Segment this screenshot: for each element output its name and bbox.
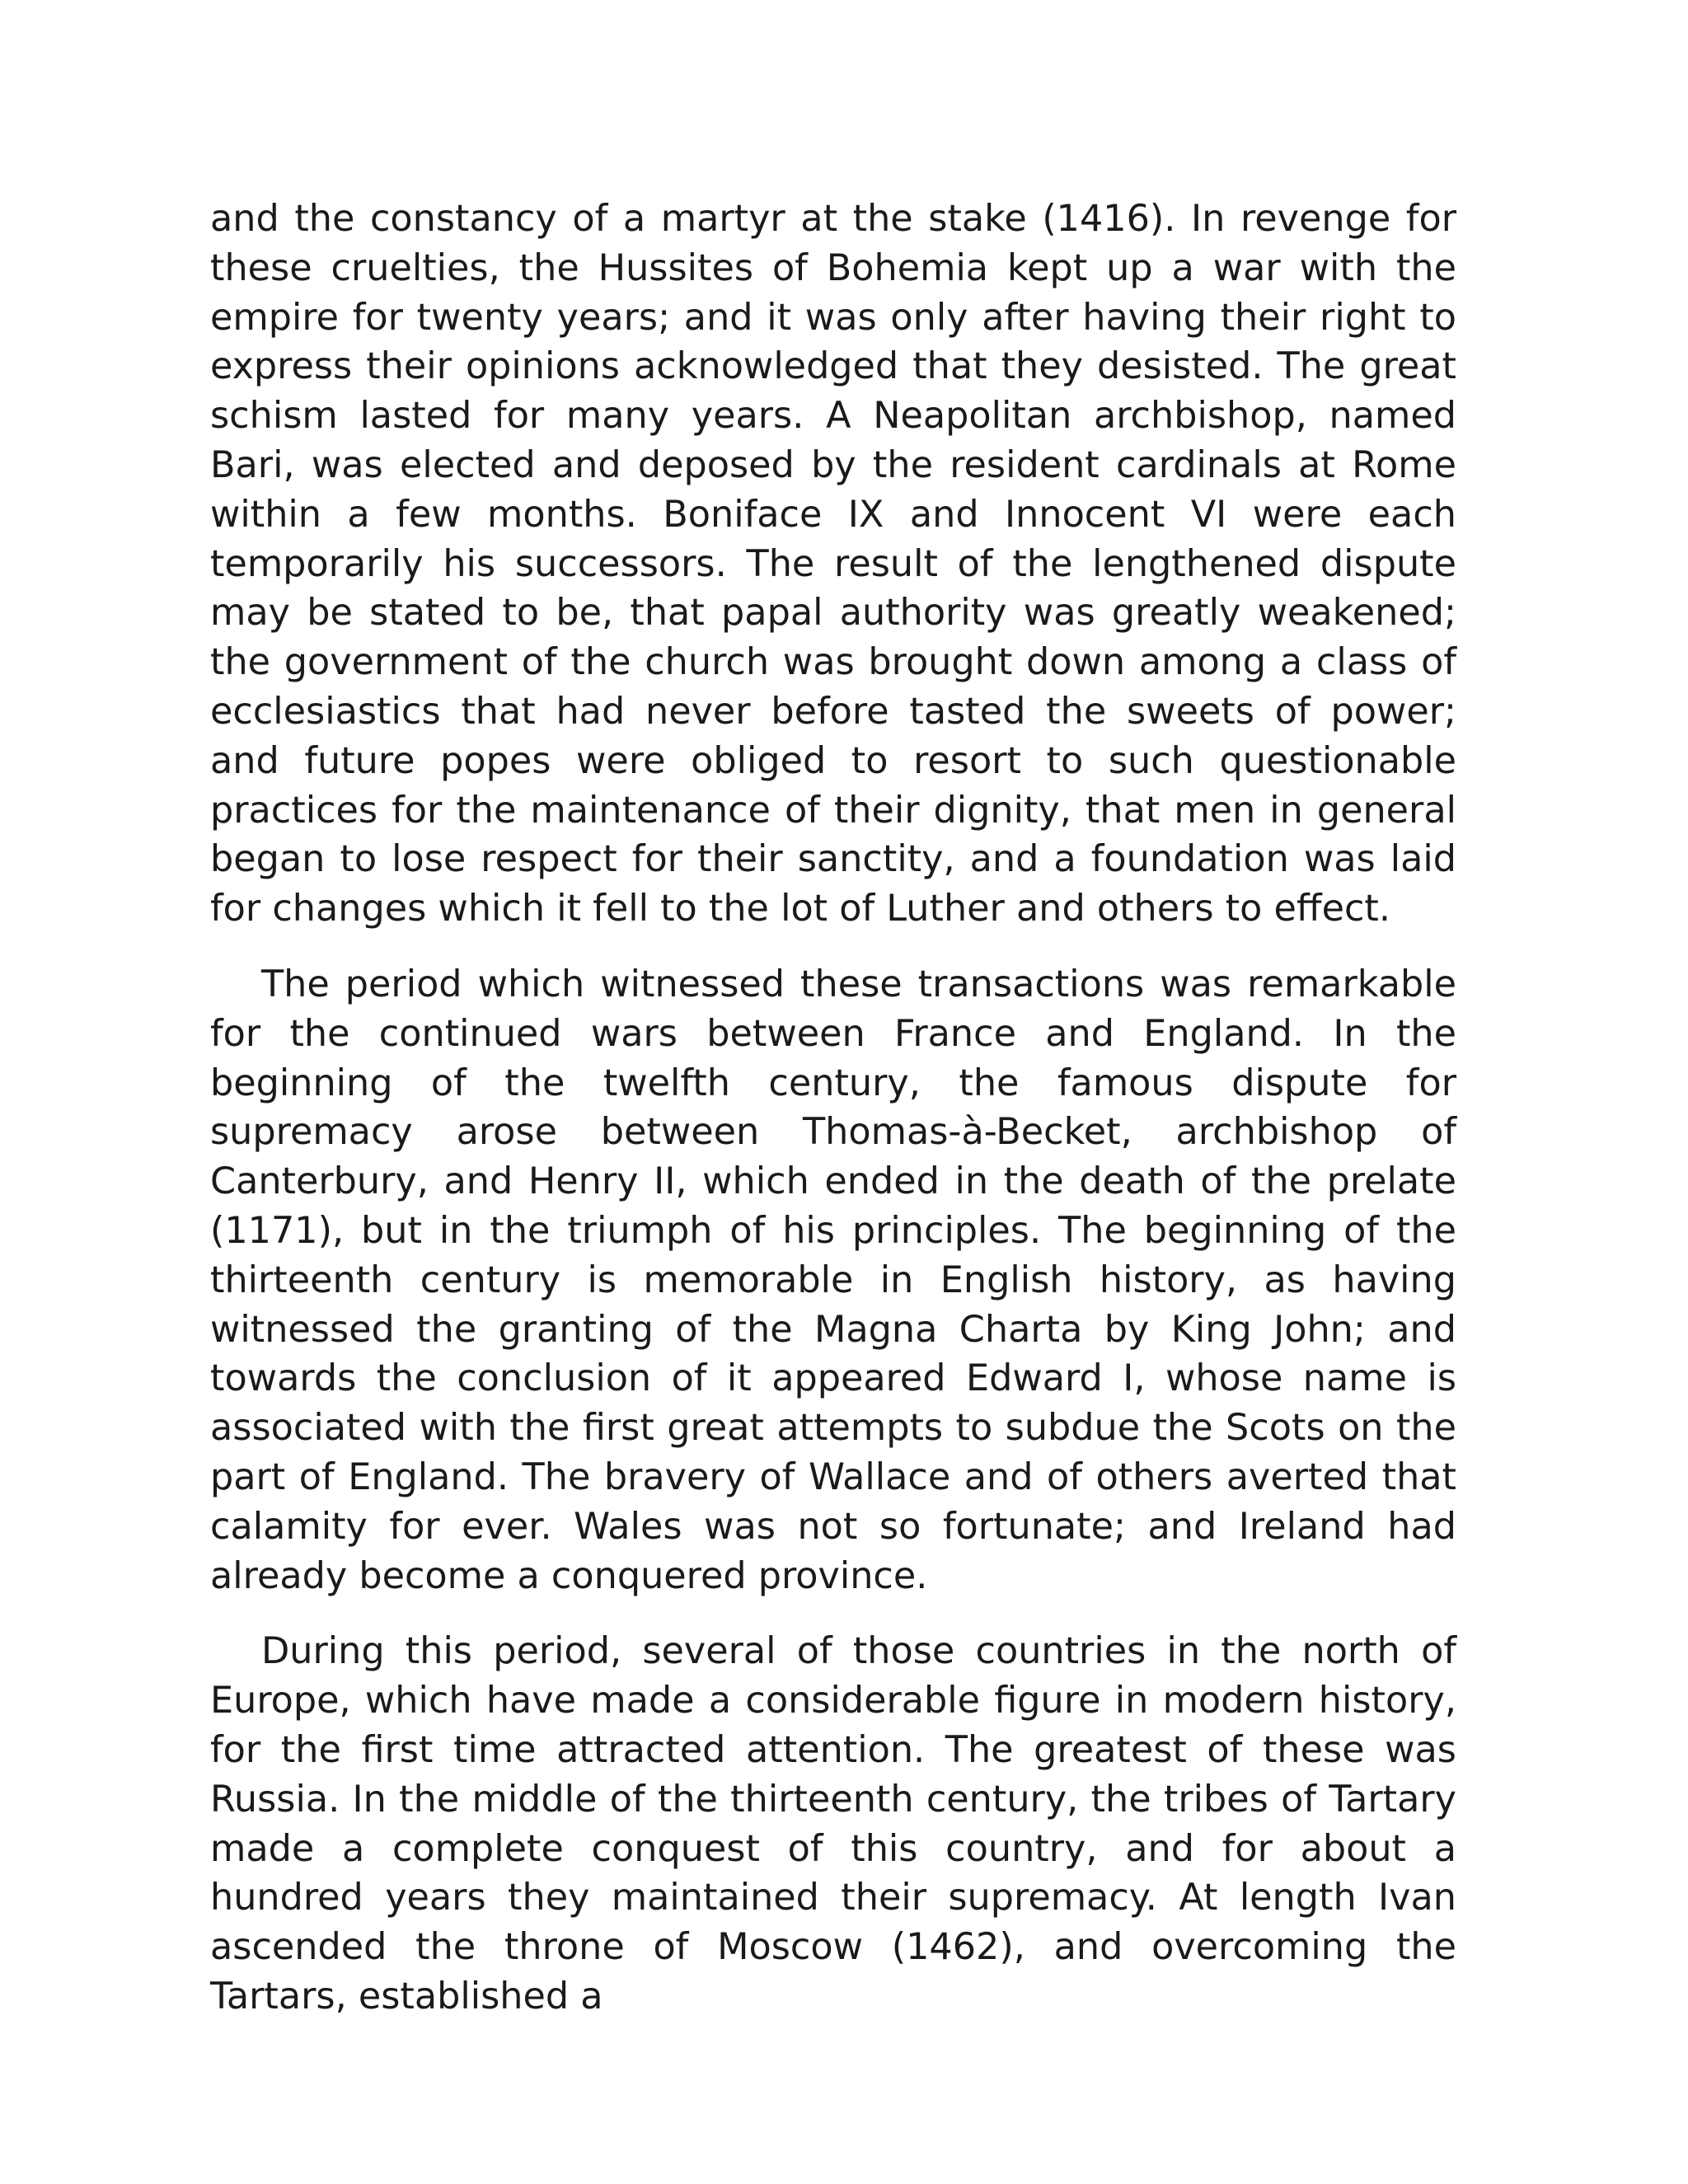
body-text	[210, 194, 1456, 2048]
paragraph-1: and the constancy of a martyr at the stake (1416). In revenge for these cruelties, the Hussites of Bohemia kept up a war with the empire for twenty years; and it was only after having their right to express their opinions acknowledged that they desisted. The great schism lasted for many years. A Neapolitan archbishop, named Bari, was elected and deposed by the resident cardinals at Rome within a few months. Boniface IX and Innocent VI were each temporarily his successors. The result of the lengthened dispute may be stated to be, that papal authority was greatly weakened; the government of the church was brought down among a class of ecclesiastics that had never before tasted the sweets of power; and future popes were obliged to resort to such questionable practices for the maintenance of their dignity, that men in general began to lose respect for their sanctity, and a foundation was laid for changes which it fell to the lot of Luther and others to effect.	[210, 198, 1456, 930]
paragraph-3: During this period, several of those countries in the north of Europe, which have made a considerable figure in modern history, for the first time attracted attention. The greatest of these was Russia. In the middle of the thirteenth century, the tribes of Tartary made a complete conquest of this country, and for about a hundred years they maintained their supremacy. At length Ivan ascended the throne of Moscow (1462), and overcoming the Tartars, established a	[210, 1630, 1456, 2018]
paragraph-2: The period which witnessed these transactions was remarkable for the continued wars between France and England. In the beginning of the twelfth century, the famous dispute for supremacy arose between Thomas-à-Becket, archbishop of Canterbury, and Henry II, which ended in the death of the prelate (1171), but in the triumph of his principles. The beginning of the thirteenth century is memorable in English history, as having witnessed the granting of the Magna Charta by King John; and towards the conclusion of it appeared Edward I, whose name is associated with the first great attempts to subdue the Scots on the part of England. The bravery of Wallace and of others averted that calamity for ever. Wales was not so fortunate; and Ireland had already become a conquered province.	[210, 963, 1456, 1597]
